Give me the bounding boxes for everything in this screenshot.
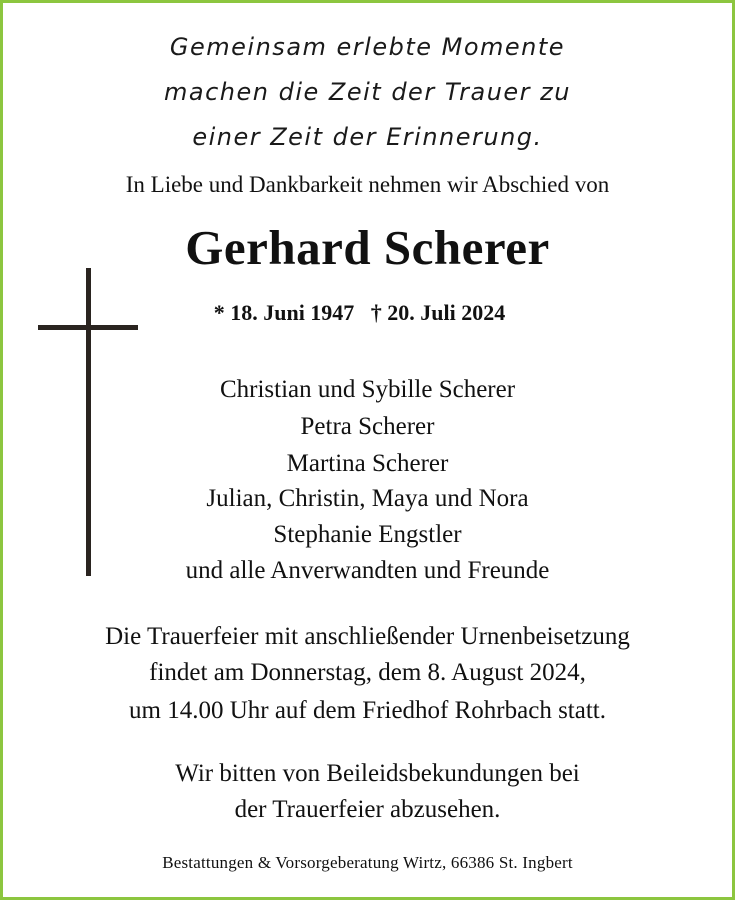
funeral-home-footer: Bestattungen & Vorsorgeberatung Wirtz, 66386 St. Ingbert xyxy=(162,853,573,872)
mourner-line: Julian, Christin, Maya und Nora xyxy=(206,485,529,512)
motto-line-1: Gemeinsam erlebte Momente xyxy=(169,33,566,61)
deceased-name: Gerhard Scherer xyxy=(185,220,550,275)
motto-line-3: einer Zeit der Erinnerung. xyxy=(192,123,543,151)
funeral-info-line-1: Die Trauerfeier mit anschließender Urnenbeisetzung xyxy=(105,623,630,650)
mourner-line: und alle Anverwandten und Freunde xyxy=(185,557,550,584)
intro-text: In Liebe und Dankbarkeit nehmen wir Abschied von xyxy=(125,172,610,197)
mourner-line: Stephanie Engstler xyxy=(273,521,462,548)
condolence-request-line-1: Wir bitten von Beileidsbekundungen bei xyxy=(175,760,580,787)
condolence-request-line-2: der Trauerfeier abzusehen. xyxy=(234,796,501,823)
funeral-info-line-3: um 14.00 Uhr auf dem Friedhof Rohrbach statt. xyxy=(129,697,606,724)
mourner-line: Martina Scherer xyxy=(286,450,449,477)
funeral-info-line-2: findet am Donnerstag, dem 8. August 2024, xyxy=(149,659,586,686)
motto-line-2: machen die Zeit der Trauer zu xyxy=(164,78,571,106)
mourner-line: Christian und Sybille Scherer xyxy=(219,376,516,403)
mourner-line: Petra Scherer xyxy=(300,413,435,440)
life-dates: * 18. Juni 1947 † 20. Juli 2024 xyxy=(213,300,506,325)
